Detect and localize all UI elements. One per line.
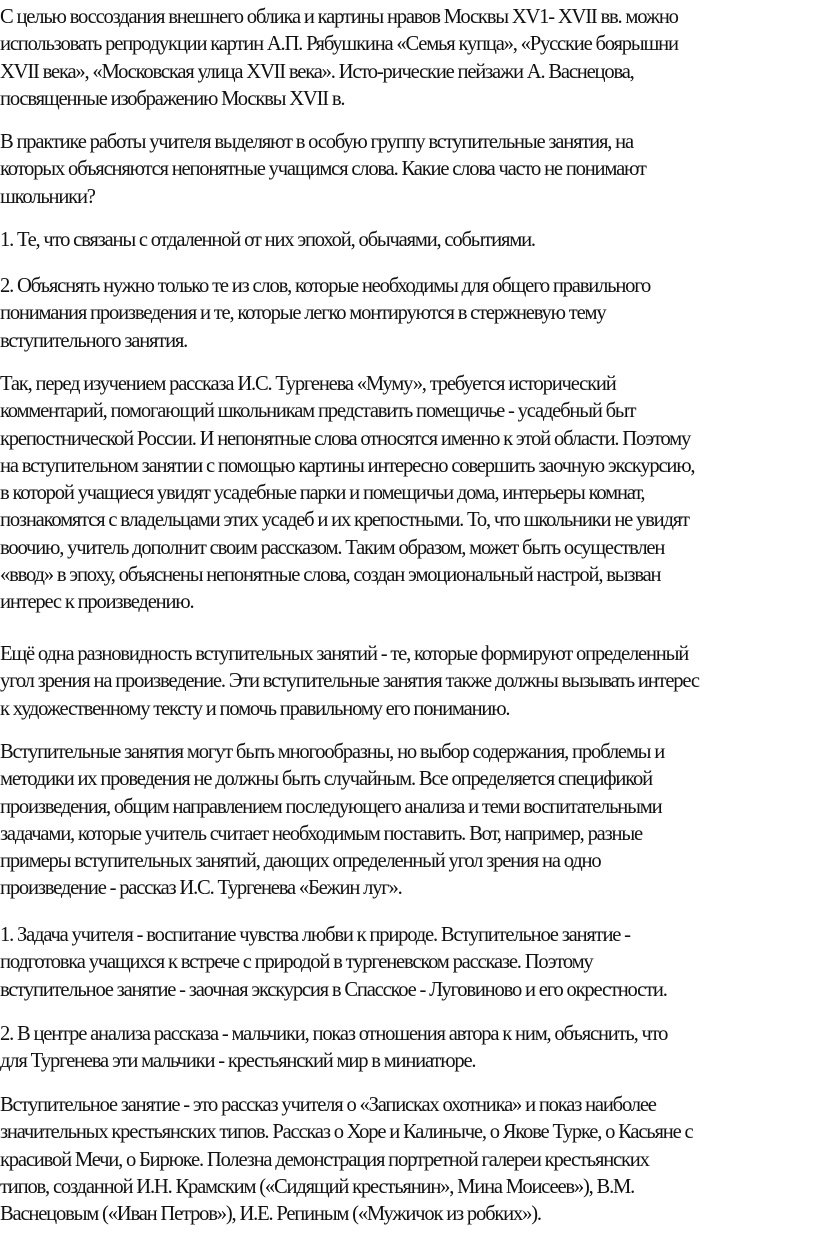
text-line: воочию, учитель дополнит своим рассказом. Таким образом, может быть осуществлен (0, 536, 665, 559)
text-line: комментарий, помогающий школьникам представить помещичье - усадебный быт (0, 400, 636, 423)
text-line: В практике работы учителя выделяют в особую группу вступительные занятия, на (0, 131, 633, 153)
text-line: крепостнической России. И непонятные слова относятся именно к этой области. Поэтому (0, 427, 691, 450)
text-line: в которой учащиеся увидят усадебные парки и помещичьи дома, интерьеры комнат, (0, 482, 645, 505)
text-line: задачами, которые учитель считает необходимым поставить. Вот, например, разные (0, 822, 642, 845)
paragraph-introductory-lessons (0, 129, 816, 211)
text-line: интерес к произведению. (0, 591, 194, 614)
paragraph-variety (0, 739, 816, 903)
text-line: Ещё одна разновидность вступительных занятий - те, которые формируют определенный (0, 643, 689, 665)
text-line: для Тургенева эти мальчики - крестьянский мир в миниатюре. (0, 1050, 476, 1073)
text-line: посвященные изображению Москвы XVII в. (0, 87, 345, 110)
text-line: С целью воссоздания внешнего облика и картины нравов Москвы XV1- XVII вв. можно (0, 6, 678, 28)
paragraph-mumu (0, 371, 816, 617)
text-line: красивой Мечи, о Бирюке. Полезна демонстрация портретной галереи крестьянских (0, 1148, 649, 1171)
text-line: использовать репродукции картин А.П. Рябушкина «Семья купца», «Русские боярышни (0, 33, 678, 56)
text-line: подготовка учащихся к встрече с природой в тургеневском рассказе. Поэтому (0, 951, 593, 974)
text-line: произведения, общим направлением последующего анализа и теми воспитательными (0, 795, 662, 818)
text-line: 2. В центре анализа рассказа - мальчики, показ отношения автора к ним, объяснить, что (0, 1023, 668, 1045)
paragraph-task-1 (0, 922, 816, 1004)
text-line: Вступительные занятия могут быть многообразны, но выбор содержания, проблемы и (0, 741, 665, 763)
text-line: вступительного занятия. (0, 329, 188, 352)
text-line: типов, созданной И.Н. Крамским («Сидящий крестьянин», Мина Моисеев»), В.М. (0, 1175, 635, 1198)
text-line: которых объясняются непонятные учащимся слова. Какие слова часто не понимают (0, 158, 646, 181)
paragraph-viewpoint (0, 641, 816, 723)
text-line: понимания произведения и те, которые легко монтируются в стержневую тему (0, 302, 606, 325)
text-line: примеры вступительных занятий, дающих определенный угол зрения на одно (0, 850, 601, 873)
text-line: «ввод» в эпоху, объяснены непонятные слова, создан эмоциональный настрой, вызван (0, 564, 661, 587)
text-line: 2. Объяснять нужно только те из слов, которые необходимы для общего правильного (0, 275, 651, 297)
text-line: 1. Те, что связаны с отдаленной от них эпохой, обычаями, событиями. (0, 229, 535, 251)
paragraph-hunter-notes (0, 1092, 816, 1228)
text-line: угол зрения на произведение. Эти вступительные занятия также должны вызывать интерес (0, 670, 699, 693)
text-line: на вступительном занятии с помощью картины интересно совершить заочную экскурсию, (0, 454, 695, 477)
text-line: вступительное занятие - заочная экскурсия в Спасское - Луговиново и его окрестности. (0, 978, 667, 1001)
text-line: Васнецовым («Иван Петров»), И.Е. Репиным («Мужичок из робких»). (0, 1203, 541, 1226)
paragraph-moscow-reproductions (0, 4, 816, 113)
text-line: познакомятся с владельцами этих усадеб и их крепостными. То, что школьники не увидят (0, 509, 689, 532)
text-line: значительных крестьянских типов. Рассказ о Хоре и Калиныче, о Якове Турке, о Касьяне с (0, 1121, 693, 1144)
text-line: произведение - рассказ И.С. Тургенева «Бежин луг». (0, 877, 402, 900)
text-line: Вступительное занятие - это рассказ учителя о «Записках охотника» и показ наиболее (0, 1094, 656, 1116)
text-line: к художественному тексту и помочь правильному его пониманию. (0, 697, 510, 720)
text-line: методики их проведения не должны быть случайным. Все определяется спецификой (0, 768, 652, 791)
paragraph-point-2 (0, 273, 816, 355)
text-line: XVII века», «Московская улица XVII века». Исто-рические пейзажи А. Васнецова, (0, 60, 634, 83)
text-line: школьники? (0, 185, 95, 208)
paragraph-task-2 (0, 1021, 816, 1076)
paragraph-point-1 (0, 227, 816, 254)
text-line: 1. Задача учителя - воспитание чувства любви к природе. Вступительное занятие - (0, 924, 630, 946)
text-line: Так, перед изучением рассказа И.С. Тургенева «Муму», требуется исторический (0, 373, 616, 395)
